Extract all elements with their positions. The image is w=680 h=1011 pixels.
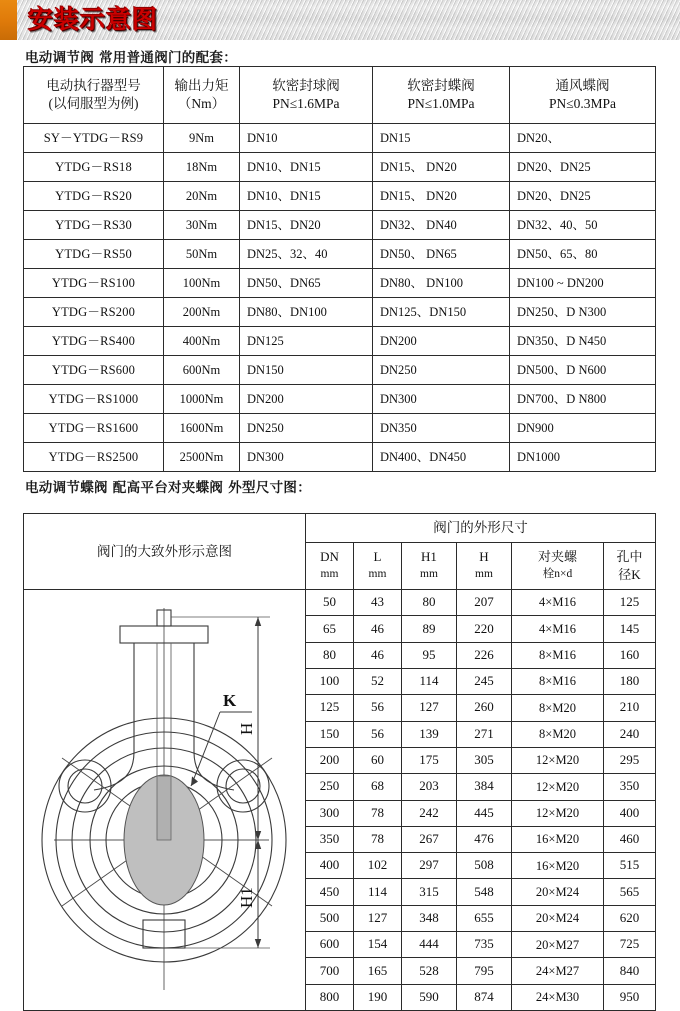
cell-output-torque: 100Nm xyxy=(164,269,240,298)
cell-actuator-model: SY－YTDG－RS9 xyxy=(24,124,164,153)
col-header-valve-outline-figure: 阀门的大致外形示意图 xyxy=(24,514,306,590)
cell-output-torque: 18Nm xyxy=(164,153,240,182)
page-title: 安装示意图 xyxy=(28,5,159,34)
cell-dn: 450 xyxy=(306,879,354,905)
h-arrow-top xyxy=(255,617,261,626)
cell-butterfly-valve-dn: DN300 xyxy=(373,385,510,414)
cell-dn: 800 xyxy=(306,984,354,1010)
header-line-1: 孔中 xyxy=(616,548,643,564)
cell-butterfly-valve-dn: DN400、DN450 xyxy=(373,443,510,472)
cell-h1: 114 xyxy=(402,668,457,694)
cell-dn: 400 xyxy=(306,853,354,879)
col-header-h xyxy=(457,543,512,590)
cell-hole-circle-k: 210 xyxy=(604,695,656,721)
header-line-1: 软密封球阀 xyxy=(272,78,340,94)
cell-hole-circle-k: 400 xyxy=(604,800,656,826)
cell-hole-circle-k: 620 xyxy=(604,905,656,931)
cell-hole-circle-k: 515 xyxy=(604,853,656,879)
cell-clamp-bolt: 8×M20 xyxy=(512,721,604,747)
cell-ventilation-valve-dn: DN20、DN25 xyxy=(510,182,656,211)
cell-clamp-bolt: 8×M20 xyxy=(512,695,604,721)
cell-ventilation-valve-dn: DN700、D N800 xyxy=(510,385,656,414)
cell-h1: 89 xyxy=(402,616,457,642)
cell-dn: 250 xyxy=(306,774,354,800)
cell-butterfly-valve-dn: DN125、DN150 xyxy=(373,298,510,327)
cell-dn: 500 xyxy=(306,905,354,931)
table-row xyxy=(24,124,656,153)
cell-actuator-model: YTDG－RS200 xyxy=(24,298,164,327)
cell-h: 245 xyxy=(457,668,512,694)
table-row xyxy=(24,327,656,356)
cell-actuator-model: YTDG－RS1000 xyxy=(24,385,164,414)
table-row xyxy=(24,414,656,443)
cell-ball-valve-dn: DN150 xyxy=(240,356,373,385)
cell-h: 735 xyxy=(457,932,512,958)
cell-clamp-bolt: 20×M24 xyxy=(512,905,604,931)
cell-clamp-bolt: 20×M24 xyxy=(512,879,604,905)
cell-hole-circle-k: 350 xyxy=(604,774,656,800)
cell-h: 874 xyxy=(457,984,512,1010)
cell-ventilation-valve-dn: DN50、65、80 xyxy=(510,240,656,269)
cell-output-torque: 200Nm xyxy=(164,298,240,327)
cell-h: 207 xyxy=(457,590,512,616)
col-header-soft-seal-ball-valve xyxy=(240,67,373,124)
cell-hole-circle-k: 160 xyxy=(604,642,656,668)
cell-butterfly-valve-dn: DN250 xyxy=(373,356,510,385)
cell-h1: 127 xyxy=(402,695,457,721)
cell-ball-valve-dn: DN50、DN65 xyxy=(240,269,373,298)
header-line-1: DN xyxy=(320,549,339,565)
col-header-actuator-model xyxy=(24,67,164,124)
cell-l: 46 xyxy=(354,616,402,642)
cell-butterfly-valve-dn: DN50、 DN65 xyxy=(373,240,510,269)
col-header-soft-seal-butterfly-valve xyxy=(373,67,510,124)
col-header-dn xyxy=(306,543,354,590)
cell-h1: 203 xyxy=(402,774,457,800)
cell-ball-valve-dn: DN10、DN15 xyxy=(240,153,373,182)
cell-clamp-bolt: 16×M20 xyxy=(512,826,604,852)
header-line-2: 栓n×d xyxy=(542,568,573,581)
cell-actuator-model: YTDG－RS400 xyxy=(24,327,164,356)
cell-output-torque: 400Nm xyxy=(164,327,240,356)
cell-output-torque: 9Nm xyxy=(164,124,240,153)
header-line-1: 通风蝶阀 xyxy=(555,78,610,94)
valve-dimension-table xyxy=(23,513,656,1011)
cell-h1: 242 xyxy=(402,800,457,826)
header-line-2: PN≤0.3MPa xyxy=(548,96,617,111)
table-row xyxy=(24,153,656,182)
cell-dn: 65 xyxy=(306,616,354,642)
cell-clamp-bolt: 8×M16 xyxy=(512,668,604,694)
cell-ball-valve-dn: DN10、DN15 xyxy=(240,182,373,211)
cell-dn: 125 xyxy=(306,695,354,721)
header-line-2: mm xyxy=(475,568,493,581)
cell-output-torque: 600Nm xyxy=(164,356,240,385)
cell-actuator-model: YTDG－RS100 xyxy=(24,269,164,298)
cell-ventilation-valve-dn: DN32、40、50 xyxy=(510,211,656,240)
cell-dn: 300 xyxy=(306,800,354,826)
cell-h1: 175 xyxy=(402,747,457,773)
cell-actuator-model: YTDG－RS20 xyxy=(24,182,164,211)
lug-ear-left xyxy=(59,760,111,812)
cell-hole-circle-k: 725 xyxy=(604,932,656,958)
cell-output-torque: 2500Nm xyxy=(164,443,240,472)
table-row xyxy=(24,385,656,414)
h-dimension-label: H xyxy=(237,722,256,735)
lug-bolt-hole-right xyxy=(226,769,260,803)
cell-clamp-bolt: 24×M27 xyxy=(512,958,604,984)
cell-ventilation-valve-dn: DN20、DN25 xyxy=(510,153,656,182)
cell-output-torque: 1600Nm xyxy=(164,414,240,443)
cell-ventilation-valve-dn: DN350、D N450 xyxy=(510,327,656,356)
cell-h1: 528 xyxy=(402,958,457,984)
cell-h: 384 xyxy=(457,774,512,800)
cell-h: 220 xyxy=(457,616,512,642)
cell-h1: 80 xyxy=(402,590,457,616)
cell-clamp-bolt: 12×M20 xyxy=(512,800,604,826)
cell-butterfly-valve-dn: DN15 xyxy=(373,124,510,153)
cell-clamp-bolt: 12×M20 xyxy=(512,774,604,800)
cell-actuator-model: YTDG－RS1600 xyxy=(24,414,164,443)
cell-l: 46 xyxy=(354,642,402,668)
cell-hole-circle-k: 295 xyxy=(604,747,656,773)
cell-clamp-bolt: 4×M16 xyxy=(512,590,604,616)
cell-ball-valve-dn: DN250 xyxy=(240,414,373,443)
cell-dn: 200 xyxy=(306,747,354,773)
cell-output-torque: 50Nm xyxy=(164,240,240,269)
cell-dn: 150 xyxy=(306,721,354,747)
lug-ear-right xyxy=(217,760,269,812)
cell-ventilation-valve-dn: DN900 xyxy=(510,414,656,443)
header-line-2: mm xyxy=(368,568,387,581)
cell-ball-valve-dn: DN125 xyxy=(240,327,373,356)
cell-dn: 80 xyxy=(306,642,354,668)
cell-ball-valve-dn: DN80、DN100 xyxy=(240,298,373,327)
k-dimension-label: K xyxy=(223,691,237,710)
cell-h1: 348 xyxy=(402,905,457,931)
actuator-valve-matching-table xyxy=(23,66,656,472)
cell-ball-valve-dn: DN25、32、40 xyxy=(240,240,373,269)
cell-ventilation-valve-dn: DN250、D N300 xyxy=(510,298,656,327)
cell-dn: 50 xyxy=(306,590,354,616)
cell-h1: 315 xyxy=(402,879,457,905)
cell-hole-circle-k: 460 xyxy=(604,826,656,852)
cell-butterfly-valve-dn: DN80、 DN100 xyxy=(373,269,510,298)
header-line-1: 电动执行器型号 xyxy=(46,78,141,94)
cell-dn: 100 xyxy=(306,668,354,694)
h1-arrow-bottom xyxy=(255,939,261,948)
header-line-2: 径K xyxy=(618,566,641,582)
cell-ventilation-valve-dn: DN1000 xyxy=(510,443,656,472)
cell-h1: 444 xyxy=(402,932,457,958)
cell-hole-circle-k: 950 xyxy=(604,984,656,1010)
cell-l: 56 xyxy=(354,695,402,721)
col-header-l xyxy=(354,543,402,590)
header-line-1: 软密封蝶阀 xyxy=(407,78,475,94)
page-banner xyxy=(0,0,680,40)
cell-actuator-model: YTDG－RS50 xyxy=(24,240,164,269)
table-row xyxy=(24,240,656,269)
header-line-1: H1 xyxy=(421,549,437,565)
cell-h: 476 xyxy=(457,826,512,852)
cell-ventilation-valve-dn: DN100 ~ DN200 xyxy=(510,269,656,298)
cell-dn: 600 xyxy=(306,932,354,958)
cell-clamp-bolt: 16×M20 xyxy=(512,853,604,879)
col-header-clamp-bolt xyxy=(512,543,604,590)
cell-butterfly-valve-dn: DN32、 DN40 xyxy=(373,211,510,240)
cell-l: 60 xyxy=(354,747,402,773)
header-line-2: （Nm） xyxy=(177,96,226,111)
cell-clamp-bolt: 4×M16 xyxy=(512,616,604,642)
header-line-2: mm xyxy=(420,568,438,581)
table-row xyxy=(24,443,656,472)
cell-ball-valve-dn: DN10 xyxy=(240,124,373,153)
cell-l: 56 xyxy=(354,721,402,747)
cell-hole-circle-k: 145 xyxy=(604,616,656,642)
cell-l: 78 xyxy=(354,826,402,852)
header-line-1: 输出力矩 xyxy=(174,78,229,94)
neck-fillet-right xyxy=(194,752,234,790)
col-header-output-torque xyxy=(164,67,240,124)
cell-h1: 590 xyxy=(402,984,457,1010)
valve-outline-figure-cell xyxy=(24,590,306,1011)
cell-h: 795 xyxy=(457,958,512,984)
cell-actuator-model: YTDG－RS30 xyxy=(24,211,164,240)
cell-butterfly-valve-dn: DN350 xyxy=(373,414,510,443)
cell-l: 78 xyxy=(354,800,402,826)
cell-l: 165 xyxy=(354,958,402,984)
header-line-2: (以伺服型为例) xyxy=(48,96,139,111)
cell-h1: 95 xyxy=(402,642,457,668)
cell-ball-valve-dn: DN15、DN20 xyxy=(240,211,373,240)
header-line-1: L xyxy=(373,549,382,565)
table-row xyxy=(24,182,656,211)
cell-clamp-bolt: 8×M16 xyxy=(512,642,604,668)
section-heading-butterfly-dimensions: 电动调节蝶阀 配高平台对夹蝶阀 外型尺寸图： xyxy=(25,480,311,496)
cell-hole-circle-k: 565 xyxy=(604,879,656,905)
header-line-2: mm xyxy=(320,568,339,581)
cell-l: 102 xyxy=(354,853,402,879)
butterfly-valve-drawing xyxy=(24,590,304,1010)
table-row xyxy=(24,211,656,240)
cell-dn: 700 xyxy=(306,958,354,984)
table-header-row xyxy=(24,67,656,124)
cell-clamp-bolt: 24×M30 xyxy=(512,984,604,1010)
cell-h: 271 xyxy=(457,721,512,747)
cell-hole-circle-k: 840 xyxy=(604,958,656,984)
cell-butterfly-valve-dn: DN200 xyxy=(373,327,510,356)
cell-h: 226 xyxy=(457,642,512,668)
cell-l: 127 xyxy=(354,905,402,931)
cell-h: 655 xyxy=(457,905,512,931)
disc-stem-overlay xyxy=(157,776,171,840)
header-line-2: PN≤1.0MPa xyxy=(407,96,475,111)
k-leader-line xyxy=(191,712,220,786)
col-header-ventilation-butterfly-valve xyxy=(510,67,656,124)
cell-hole-circle-k: 180 xyxy=(604,668,656,694)
cell-output-torque: 30Nm xyxy=(164,211,240,240)
cell-h: 445 xyxy=(457,800,512,826)
cell-hole-circle-k: 240 xyxy=(604,721,656,747)
cell-clamp-bolt: 12×M20 xyxy=(512,747,604,773)
cell-h: 305 xyxy=(457,747,512,773)
cell-h1: 297 xyxy=(402,853,457,879)
cell-ventilation-valve-dn: DN20、 xyxy=(510,124,656,153)
cell-ball-valve-dn: DN200 xyxy=(240,385,373,414)
table-row xyxy=(24,356,656,385)
cell-l: 43 xyxy=(354,590,402,616)
header-line-1: 对夹螺 xyxy=(537,549,577,565)
cell-ball-valve-dn: DN300 xyxy=(240,443,373,472)
cell-actuator-model: YTDG－RS600 xyxy=(24,356,164,385)
dim-table-first-data-row xyxy=(24,590,656,616)
dim-table-top-header-row xyxy=(24,514,656,543)
cell-butterfly-valve-dn: DN15、 DN20 xyxy=(373,182,510,211)
cell-ventilation-valve-dn: DN500、D N600 xyxy=(510,356,656,385)
table-row xyxy=(24,269,656,298)
cell-h1: 267 xyxy=(402,826,457,852)
h1-dimension-label: H1 xyxy=(237,887,256,908)
cell-h: 508 xyxy=(457,853,512,879)
cell-l: 68 xyxy=(354,774,402,800)
cell-actuator-model: YTDG－RS18 xyxy=(24,153,164,182)
col-header-hole-circle-k xyxy=(604,543,656,590)
cell-l: 52 xyxy=(354,668,402,694)
cell-l: 114 xyxy=(354,879,402,905)
section-heading-valve-matching: 电动调节阀 常用普通阀门的配套： xyxy=(25,50,237,66)
cell-h1: 139 xyxy=(402,721,457,747)
cell-h: 548 xyxy=(457,879,512,905)
header-line-1: H xyxy=(479,549,489,565)
cell-l: 190 xyxy=(354,984,402,1010)
banner-accent-bar xyxy=(0,0,17,40)
cell-output-torque: 1000Nm xyxy=(164,385,240,414)
col-header-h1 xyxy=(402,543,457,590)
cell-butterfly-valve-dn: DN15、 DN20 xyxy=(373,153,510,182)
cell-h: 260 xyxy=(457,695,512,721)
cell-actuator-model: YTDG－RS2500 xyxy=(24,443,164,472)
cell-dn: 350 xyxy=(306,826,354,852)
cell-hole-circle-k: 125 xyxy=(604,590,656,616)
table-row xyxy=(24,298,656,327)
cell-output-torque: 20Nm xyxy=(164,182,240,211)
col-header-valve-dimensions: 阀门的外形尺寸 xyxy=(306,514,656,543)
header-line-2: PN≤1.6MPa xyxy=(272,96,340,111)
cell-l: 154 xyxy=(354,932,402,958)
cell-clamp-bolt: 20×M27 xyxy=(512,932,604,958)
